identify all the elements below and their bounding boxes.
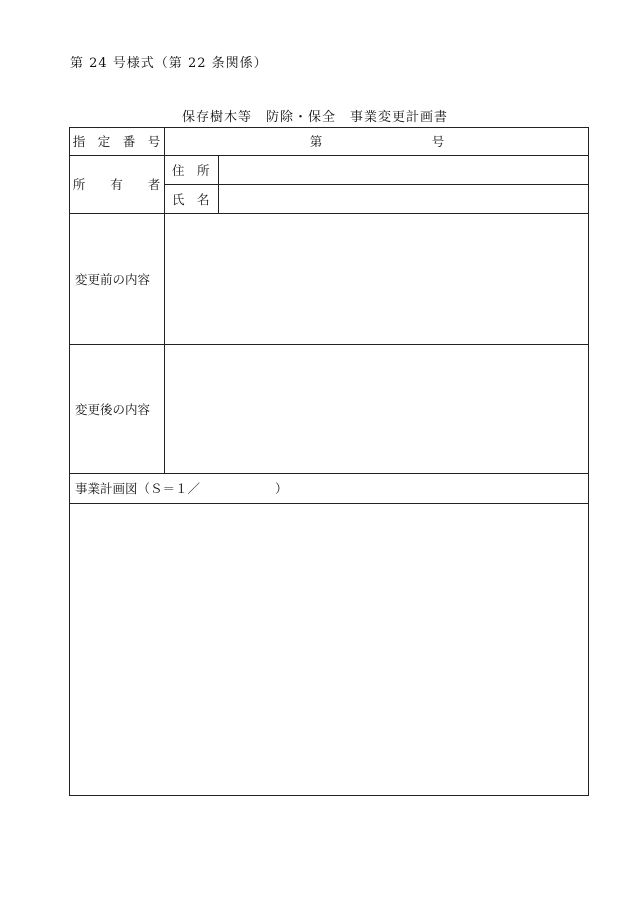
table-border-right [588, 127, 589, 796]
form-number: 第 24 号様式（第 22 条関係） [70, 56, 268, 71]
plan-diagram-label: 事業計画図（Ｓ＝１／ ） [75, 481, 288, 496]
designation-number-suffix: 号 [431, 134, 445, 149]
after-change-label: 変更後の内容 [75, 401, 151, 417]
table-border-bottom [69, 795, 589, 796]
owner-address-field[interactable] [219, 155, 588, 184]
document-title: 保存樹木等 防除・保全 事業変更計画書 [181, 110, 448, 125]
before-change-field[interactable] [165, 213, 588, 344]
owner-name-field[interactable] [219, 184, 588, 213]
designation-number-label: 指 定 番 号 [72, 134, 161, 149]
owner-label: 所 有 者 [72, 177, 161, 192]
owner-address-label: 住 所 [172, 162, 210, 178]
plan-diagram-area[interactable] [70, 504, 588, 795]
before-change-label: 変更前の内容 [75, 271, 151, 287]
after-change-field[interactable] [165, 344, 588, 473]
designation-number-prefix: 第 [309, 134, 323, 149]
owner-name-label: 氏 名 [172, 191, 210, 207]
